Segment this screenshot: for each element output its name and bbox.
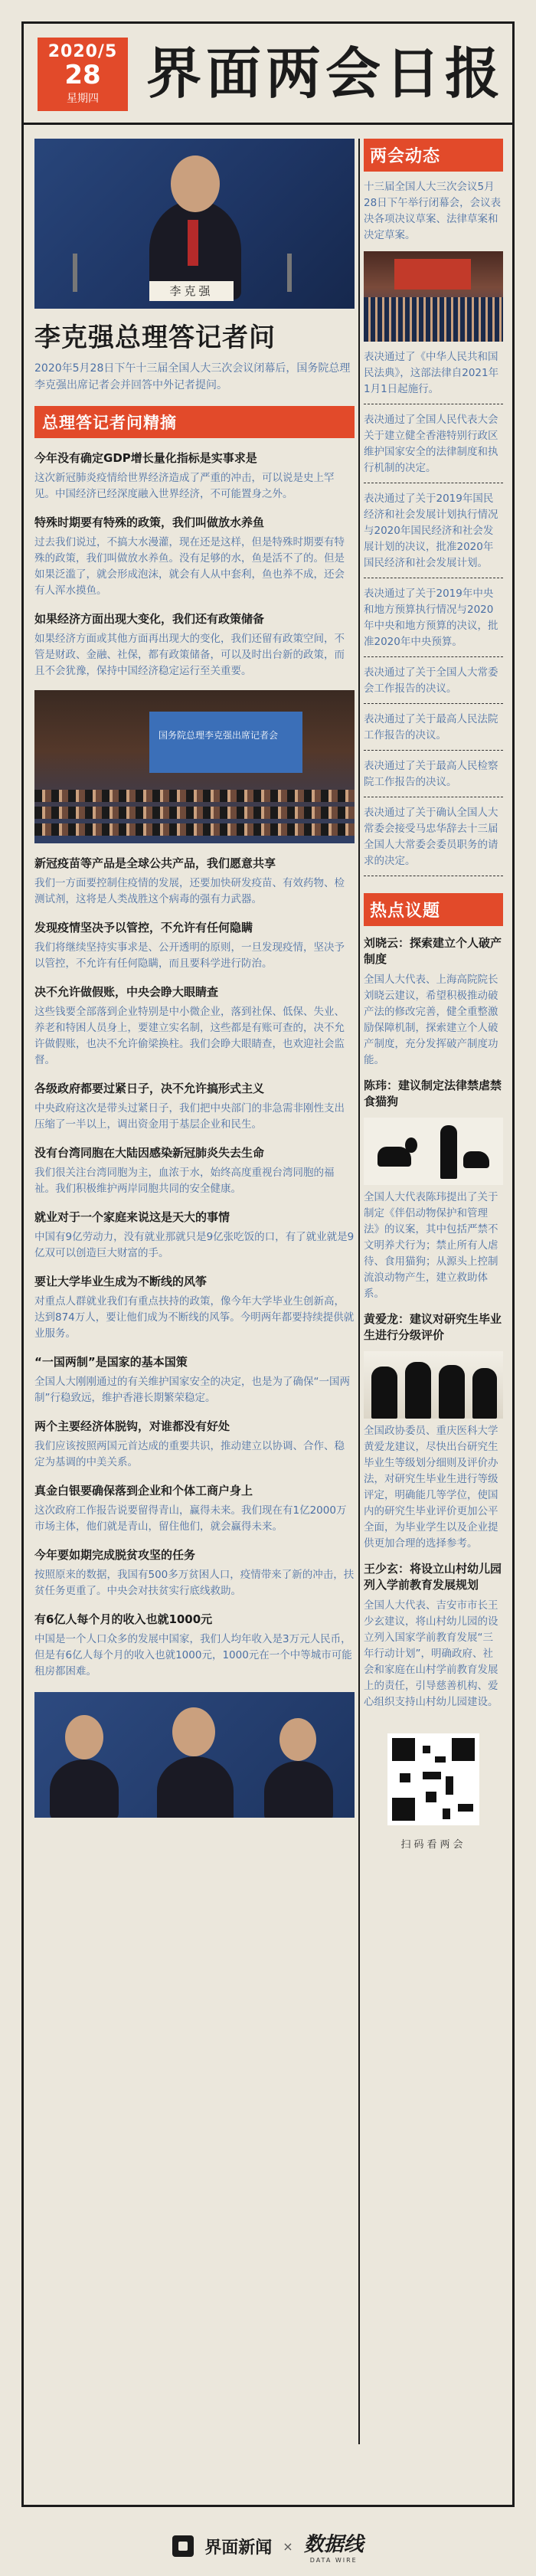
hot-topic-title: 王少玄：将设立山村幼儿园列入学前教育发展规划 (364, 1562, 502, 1592)
news-item-text: 表决通过了关于2019年国民经济和社会发展计划执行情况与2020年国民经济和社会发展计划的决议，批准2020年国民经济和社会发展计划。 (364, 493, 498, 569)
qa-answer: 中国有9亿劳动力，没有就业那就只是9亿张吃饭的口，有了就业就是9亿双可以创造巨大财富的手。 (34, 1231, 355, 1259)
hot-topic-title: 黄爱龙：建议对研究生毕业生进行分级评价 (364, 1312, 502, 1342)
jiemian-logo-icon (172, 2535, 194, 2557)
page-frame (21, 21, 515, 2507)
qr-module (458, 1804, 473, 1812)
figure-head (172, 1707, 215, 1756)
qa-item (34, 611, 355, 679)
qa-item (34, 1145, 355, 1197)
audience-row (34, 790, 355, 802)
qa-item (34, 450, 355, 502)
qa-question: 决不允许做假账，中央会睁大眼睛查 (34, 985, 219, 999)
qa-answer: 如果经济方面或其他方面再出现大的变化，我们还留有政策空间，不管是财政、金融、社保，都有政策储备，可以及时出台新的政策，而且不会犹豫，保持中国经济稳定运行至关重要。 (34, 633, 345, 677)
qa-item (34, 920, 355, 972)
qa-question: “一国两制”是国家的基本国策 (34, 1355, 188, 1369)
qr-module (423, 1772, 441, 1779)
qa-item (34, 1612, 355, 1680)
qa-answer: 中国是一个人口众多的发展中国家，我们人均年收入是3万元人民币，但是有6亿人每个月的收入也就1000元，1000元在一个中等城市可能租房都困难。 (34, 1633, 352, 1678)
qa-question: 两个主要经济体脱钩，对谁都没有好处 (34, 1419, 230, 1433)
news-intro: 十三届全国人大三次会议5月28日下午举行闭幕会，会议表决各项决议草案、法律草案和决定草案。 (364, 181, 502, 241)
delegate-rows (364, 297, 503, 342)
microphone-stand (73, 254, 77, 292)
qa-question: 今年要如期完成脱贫攻坚的任务 (34, 1548, 196, 1562)
microphone-stand (287, 254, 292, 292)
qa-answer: 按照原来的数据，我国有500多万贫困人口，疫情带来了新的冲击，扶贫任务更重了。中央会对扶贫实行底线救助。 (34, 1569, 355, 1597)
figure-head (65, 1715, 103, 1759)
qa-answer: 对重点人群就业我们有重点扶持的政策，像今年大学毕业生创新高，达到874万人，要让他们成为不断线的风筝。今明两年都要持续提供就业服务。 (34, 1295, 355, 1340)
news-item-text: 表决通过了全国人民代表大会关于建立健全香港特别行政区维护国家安全的法律制度和执行机制的决定。 (364, 414, 498, 474)
hot-topic-title: 陈玮：建议制定法律禁虐禁食猫狗 (364, 1079, 502, 1108)
dog-silhouette-image (364, 1118, 503, 1185)
hero-headline: 李克强总理答记者问 (34, 322, 276, 353)
qa-question: 发现疫情坚决予以管控，不允许有任何隐瞒 (34, 921, 253, 934)
footer-brands (172, 2529, 363, 2564)
news-item-text: 表决通过了关于确认全国人大常委会接受马忠华辞去十三届全国人大常委会委员职务的请求的决定。 (364, 807, 498, 867)
news-item (364, 657, 503, 704)
qa-answer: 我们应该按照两国元首达成的重要共识，推动建立以协调、合作、稳定为基调的中美关系。 (34, 1440, 345, 1468)
qa-question: 新冠疫苗等产品是全球公共产品，我们愿意共享 (34, 856, 276, 870)
audience-row (34, 807, 355, 819)
qa-item (34, 1354, 355, 1406)
news-item-text: 表决通过了《中华人民共和国民法典》，这部法律自2021年1月1日起施行。 (364, 351, 499, 395)
news-item-text: 表决通过了关于最高人民检察院工作报告的决议。 (364, 760, 498, 788)
figure-body (157, 1756, 234, 1818)
graduate-figure (405, 1362, 431, 1419)
hero-photo (34, 139, 355, 309)
hot-topic (364, 1561, 503, 1710)
qa-list-2 (34, 856, 355, 1680)
date-year: 2020/5 (47, 42, 118, 61)
qa-answer: 全国人大刚刚通过的有关维护国家安全的决定，也是为了确保“一国两制”行稳致远，维护香港长期繁荣稳定。 (34, 1376, 350, 1404)
graduates-image (364, 1351, 503, 1419)
qa-answer: 中央政府这次是带头过紧日子，我们把中央部门的非急需非刚性支出压缩了一半以上，调出资金用于基层企业和民生。 (34, 1102, 345, 1131)
dog-head-icon (405, 1137, 417, 1153)
news-item (364, 404, 503, 483)
hot-topic-body: 全国人大代表、上海高院院长刘晓云建议，希望积极推动破产法的修改完善，健全重整激励保障机制，探索建立个人破产制度，充分发挥破产制度功能。 (364, 974, 498, 1066)
nameplate: 李克强 (149, 281, 234, 301)
hot-topic-title: 刘晓云：探索建立个人破产制度 (364, 936, 502, 966)
speaker-head (171, 155, 220, 212)
qa-question: 真金白银要确保落到企业和个体工商户身上 (34, 1484, 253, 1497)
news-item-text: 表决通过了关于全国人大常委会工作报告的决议。 (364, 666, 498, 695)
news-item (364, 342, 503, 404)
qa-section-title: 总理答记者问精摘 (34, 406, 355, 438)
qa-item (34, 1483, 355, 1535)
qa-answer: 过去我们说过，不搞大水漫灌，现在还是这样，但是特殊时期要有特殊的政策，我们叫做放水养鱼。没有足够的水，鱼是活不了的。但是如果泛滥了，就会形成泡沫，就会有人从中套利，鱼也养不成，还会有人浑水摸鱼。 (34, 536, 345, 597)
hot-topic-body: 全国政协委员、重庆医科大学黄爱龙建议，尽快出台研究生毕业生等级划分细则及评价办法，对研究生毕业生进行等级评定，明确能几等学位，使国内的研究生毕业评价更加公平全面，为毕业学生以及企业提供更加合理的选择参考。 (364, 1425, 498, 1550)
qa-item (34, 984, 355, 1069)
news-item-text: 表决通过了关于最高人民法院工作报告的决议。 (364, 713, 498, 741)
brand-separator: × (283, 2538, 293, 2554)
date-day: 28 (64, 60, 101, 90)
news-section-title: 两会动态 (364, 139, 503, 172)
qa-question: 各级政府都要过紧日子，决不允许搞形式主义 (34, 1082, 265, 1095)
qa-answer: 这次政府工作报告说要留得青山，赢得未来。我们现在有1亿2000万市场主体，他们就是青山，留住他们，就会赢得未来。 (34, 1504, 347, 1533)
qr-module (435, 1756, 446, 1763)
qa-list (34, 450, 355, 679)
news-item (364, 704, 503, 751)
date-badge (38, 38, 128, 111)
hot-topic (364, 1311, 503, 1552)
qa-question: 如果经济方面出现大变化，我们还有政策储备 (34, 612, 265, 626)
hot-topic (364, 1078, 503, 1302)
news-item (364, 483, 503, 578)
qa-question: 没有台湾同胞在大陆因感染新冠肺炎失去生命 (34, 1146, 265, 1160)
audience-row (34, 823, 355, 836)
qr-module (423, 1746, 430, 1753)
hero-lead: 2020年5月28日下午十三届全国人大三次会议闭幕后，国务院总理李克强出席记者会并回答中外记者提问。 (34, 362, 351, 391)
brand-jiemian: 界面新闻 (204, 2538, 273, 2558)
news-item (364, 578, 503, 657)
bottom-photo (34, 1692, 355, 1818)
side-column (364, 139, 503, 1851)
brand-datawire-sub: DATA WIRE (309, 2557, 358, 2564)
qr-finder (392, 1738, 415, 1761)
stage-curtain (394, 259, 471, 290)
date-weekday: 星期四 (67, 93, 99, 105)
figure-head (279, 1718, 316, 1761)
news-item-text: 表决通过了关于2019年中央和地方预算执行情况与2020年中央和地方预算的决议，批准2020年中央预算。 (364, 588, 498, 648)
plenary-photo (364, 251, 503, 342)
qa-question: 特殊时期要有特殊的政策，我们叫做放水养鱼 (34, 516, 265, 529)
qa-item (34, 515, 355, 599)
qa-answer: 我们很关注台湾同胞为主，血浓于水，始终高度重视台湾同胞的福祉。我们积极维护两岸同胞共同的安全健康。 (34, 1167, 335, 1195)
footer (0, 2524, 536, 2562)
news-item (364, 797, 503, 876)
qa-question: 就业对于一个家庭来说这是天大的事情 (34, 1210, 230, 1224)
qr-finder (392, 1798, 415, 1821)
qa-item (34, 1274, 355, 1342)
qr-module (443, 1808, 450, 1819)
qr-module (446, 1776, 453, 1795)
main-column (34, 139, 355, 1818)
graduate-figure (472, 1368, 497, 1419)
masthead (24, 24, 512, 125)
qa-item (34, 1209, 355, 1262)
qa-item (34, 1419, 355, 1471)
column-divider (358, 139, 360, 2444)
qr-module (400, 1773, 410, 1782)
qa-answer: 我们将继续坚持实事求是、公开透明的原则，一旦发现疫情，坚决予以管控，不允许有任何隐瞒，而且要科学进行防治。 (34, 941, 345, 970)
hot-topics-title: 热点议题 (364, 893, 503, 926)
figure-body (264, 1761, 333, 1818)
qa-question: 有6亿人每个月的收入也就1000元 (34, 1612, 213, 1626)
qa-item (34, 1547, 355, 1599)
news-item (364, 751, 503, 797)
hot-topic (364, 935, 503, 1069)
qa-question: 今年没有确定GDP增长量化指标是实事求是 (34, 451, 257, 465)
dog-icon (463, 1151, 489, 1168)
press-conference-photo (34, 690, 355, 843)
backdrop-screen (149, 712, 302, 773)
backdrop-screen-text: 国务院总理李克强出席记者会 (159, 730, 279, 741)
masthead-title: 界面两会日报 (146, 41, 505, 106)
hot-topic-body: 全国人大代表、吉安市市长王少玄建议，将山村幼儿园的设立列入国家学前教育发展“三年行动计划”，明确政府、社会和家庭在山村学前教育发展上的责任，引导慈善机构、爱心组织支持山村幼儿园建设。 (364, 1599, 498, 1708)
qa-question: 要让大学毕业生成为不断线的风筝 (34, 1275, 208, 1288)
brand-datawire (304, 2529, 364, 2564)
hot-topic-body: 全国人大代表陈玮提出了关于制定《伴侣动物保护和管理法》的议案，其中包括严禁不文明养犬行为；禁止所有人虐待、食用猫狗；从源头上控制流浪动物产生，建立救助体系。 (364, 1191, 498, 1300)
qa-answer: 这些钱要全部落到企业特别是中小微企业，落到社保、低保、失业、养老和特困人员身上，要建立实名制，这些都是有账可查的，决不允许做假账，也决不允许偷梁换柱。我们会睁大眼睛查，也欢迎社会监督。 (34, 1006, 345, 1066)
figure-body (50, 1759, 119, 1818)
qr-code[interactable] (387, 1733, 479, 1825)
qa-answer: 这次新冠肺炎疫情给世界经济造成了严重的冲击，可以说是史上罕见。中国经济已经深度融入世界经济，不可能置身之外。 (34, 472, 335, 500)
person-silhouette-icon (440, 1125, 457, 1179)
qr-caption: 扫码看两会 (400, 1839, 466, 1851)
brand-datawire-name: 数据线 (303, 2533, 364, 2556)
graduate-figure (371, 1367, 397, 1419)
graduate-figure (439, 1365, 465, 1419)
qa-item (34, 856, 355, 908)
qr-finder (452, 1738, 475, 1761)
qr-module (426, 1792, 436, 1802)
qa-answer: 我们一方面要控制住疫情的发展，还要加快研发疫苗、有效药物、检测试剂，这将是人类战胜这个病毒的强有力武器。 (34, 877, 345, 905)
qa-item (34, 1081, 355, 1133)
tie-shape (188, 220, 198, 266)
